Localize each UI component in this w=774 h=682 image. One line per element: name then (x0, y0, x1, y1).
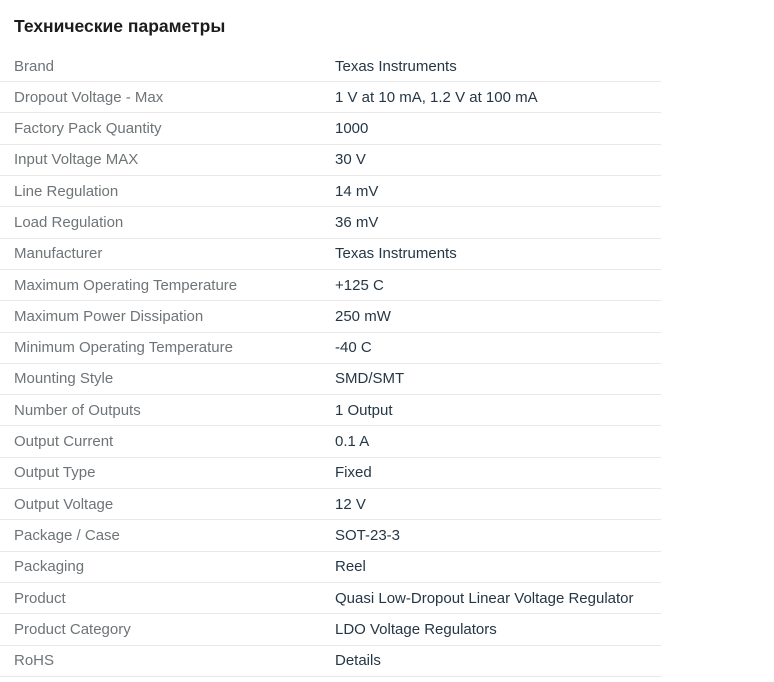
table-row (0, 458, 661, 489)
spec-value: Texas Instruments (335, 57, 457, 75)
spec-value: Reel (335, 558, 366, 576)
spec-value: 250 mW (335, 307, 391, 325)
table-row (0, 301, 661, 332)
spec-label: Manufacturer (14, 245, 103, 263)
spec-label: Output Voltage (14, 495, 114, 513)
spec-label: Output Type (14, 464, 96, 482)
table-row (0, 51, 661, 82)
spec-label: Maximum Power Dissipation (14, 307, 204, 325)
table-row (0, 82, 661, 113)
spec-label: Number of Outputs (14, 401, 141, 419)
table-row (0, 614, 661, 645)
table-row (0, 520, 661, 551)
spec-label: Package / Case (14, 526, 120, 544)
table-row (0, 426, 661, 457)
spec-label: Load Regulation (14, 214, 124, 231)
spec-label: Brand (14, 57, 55, 75)
spec-label: Product Category (14, 620, 131, 638)
spec-table (0, 51, 661, 677)
spec-value: LDO Voltage Regulators (335, 620, 497, 638)
spec-label: Dropout Voltage - Max (14, 88, 164, 106)
spec-label: RoHS (14, 652, 55, 670)
table-row (0, 489, 661, 520)
table-row (0, 145, 661, 176)
spec-label: Packaging (14, 558, 85, 576)
table-row (0, 333, 661, 364)
spec-value: 0.1 A (335, 433, 370, 451)
spec-value: SOT-23-3 (335, 526, 401, 544)
table-row (0, 113, 661, 144)
table-row (0, 270, 661, 301)
spec-value-link[interactable]: Details (335, 652, 381, 670)
table-row (0, 395, 661, 426)
table-row (0, 207, 661, 238)
spec-label: Minimum Operating Temperature (14, 339, 233, 357)
spec-value: SMD/SMT (335, 370, 405, 388)
table-row (0, 239, 661, 270)
spec-value: Quasi Low-Dropout Linear Voltage Regulator (335, 589, 634, 607)
table-row (0, 583, 661, 614)
spec-label: Line Regulation (14, 182, 119, 200)
spec-value: Fixed (335, 464, 372, 482)
spec-label: Input Voltage MAX (14, 151, 139, 169)
spec-value: -40 C (335, 339, 372, 357)
page-title: Технические параметры (14, 16, 226, 36)
spec-value: 12 V (335, 495, 366, 513)
spec-value: 1000 (335, 120, 369, 138)
spec-value: +125 C (335, 276, 384, 294)
table-row (0, 552, 661, 583)
spec-label: Mounting Style (14, 370, 114, 388)
spec-label: Product (14, 589, 66, 607)
table-row (0, 176, 661, 207)
spec-value: 36 mV (335, 214, 379, 231)
spec-label: Factory Pack Quantity (14, 120, 162, 138)
table-row (0, 646, 661, 677)
spec-label: Output Current (14, 433, 114, 451)
spec-value: 1 V at 10 mA, 1.2 V at 100 mA (335, 88, 538, 106)
spec-label: Maximum Operating Temperature (14, 276, 238, 294)
spec-value: 14 mV (335, 182, 379, 200)
spec-value: Texas Instruments (335, 245, 457, 263)
spec-value: 1 Output (335, 401, 393, 419)
spec-value: 30 V (335, 151, 366, 169)
table-row (0, 364, 661, 395)
